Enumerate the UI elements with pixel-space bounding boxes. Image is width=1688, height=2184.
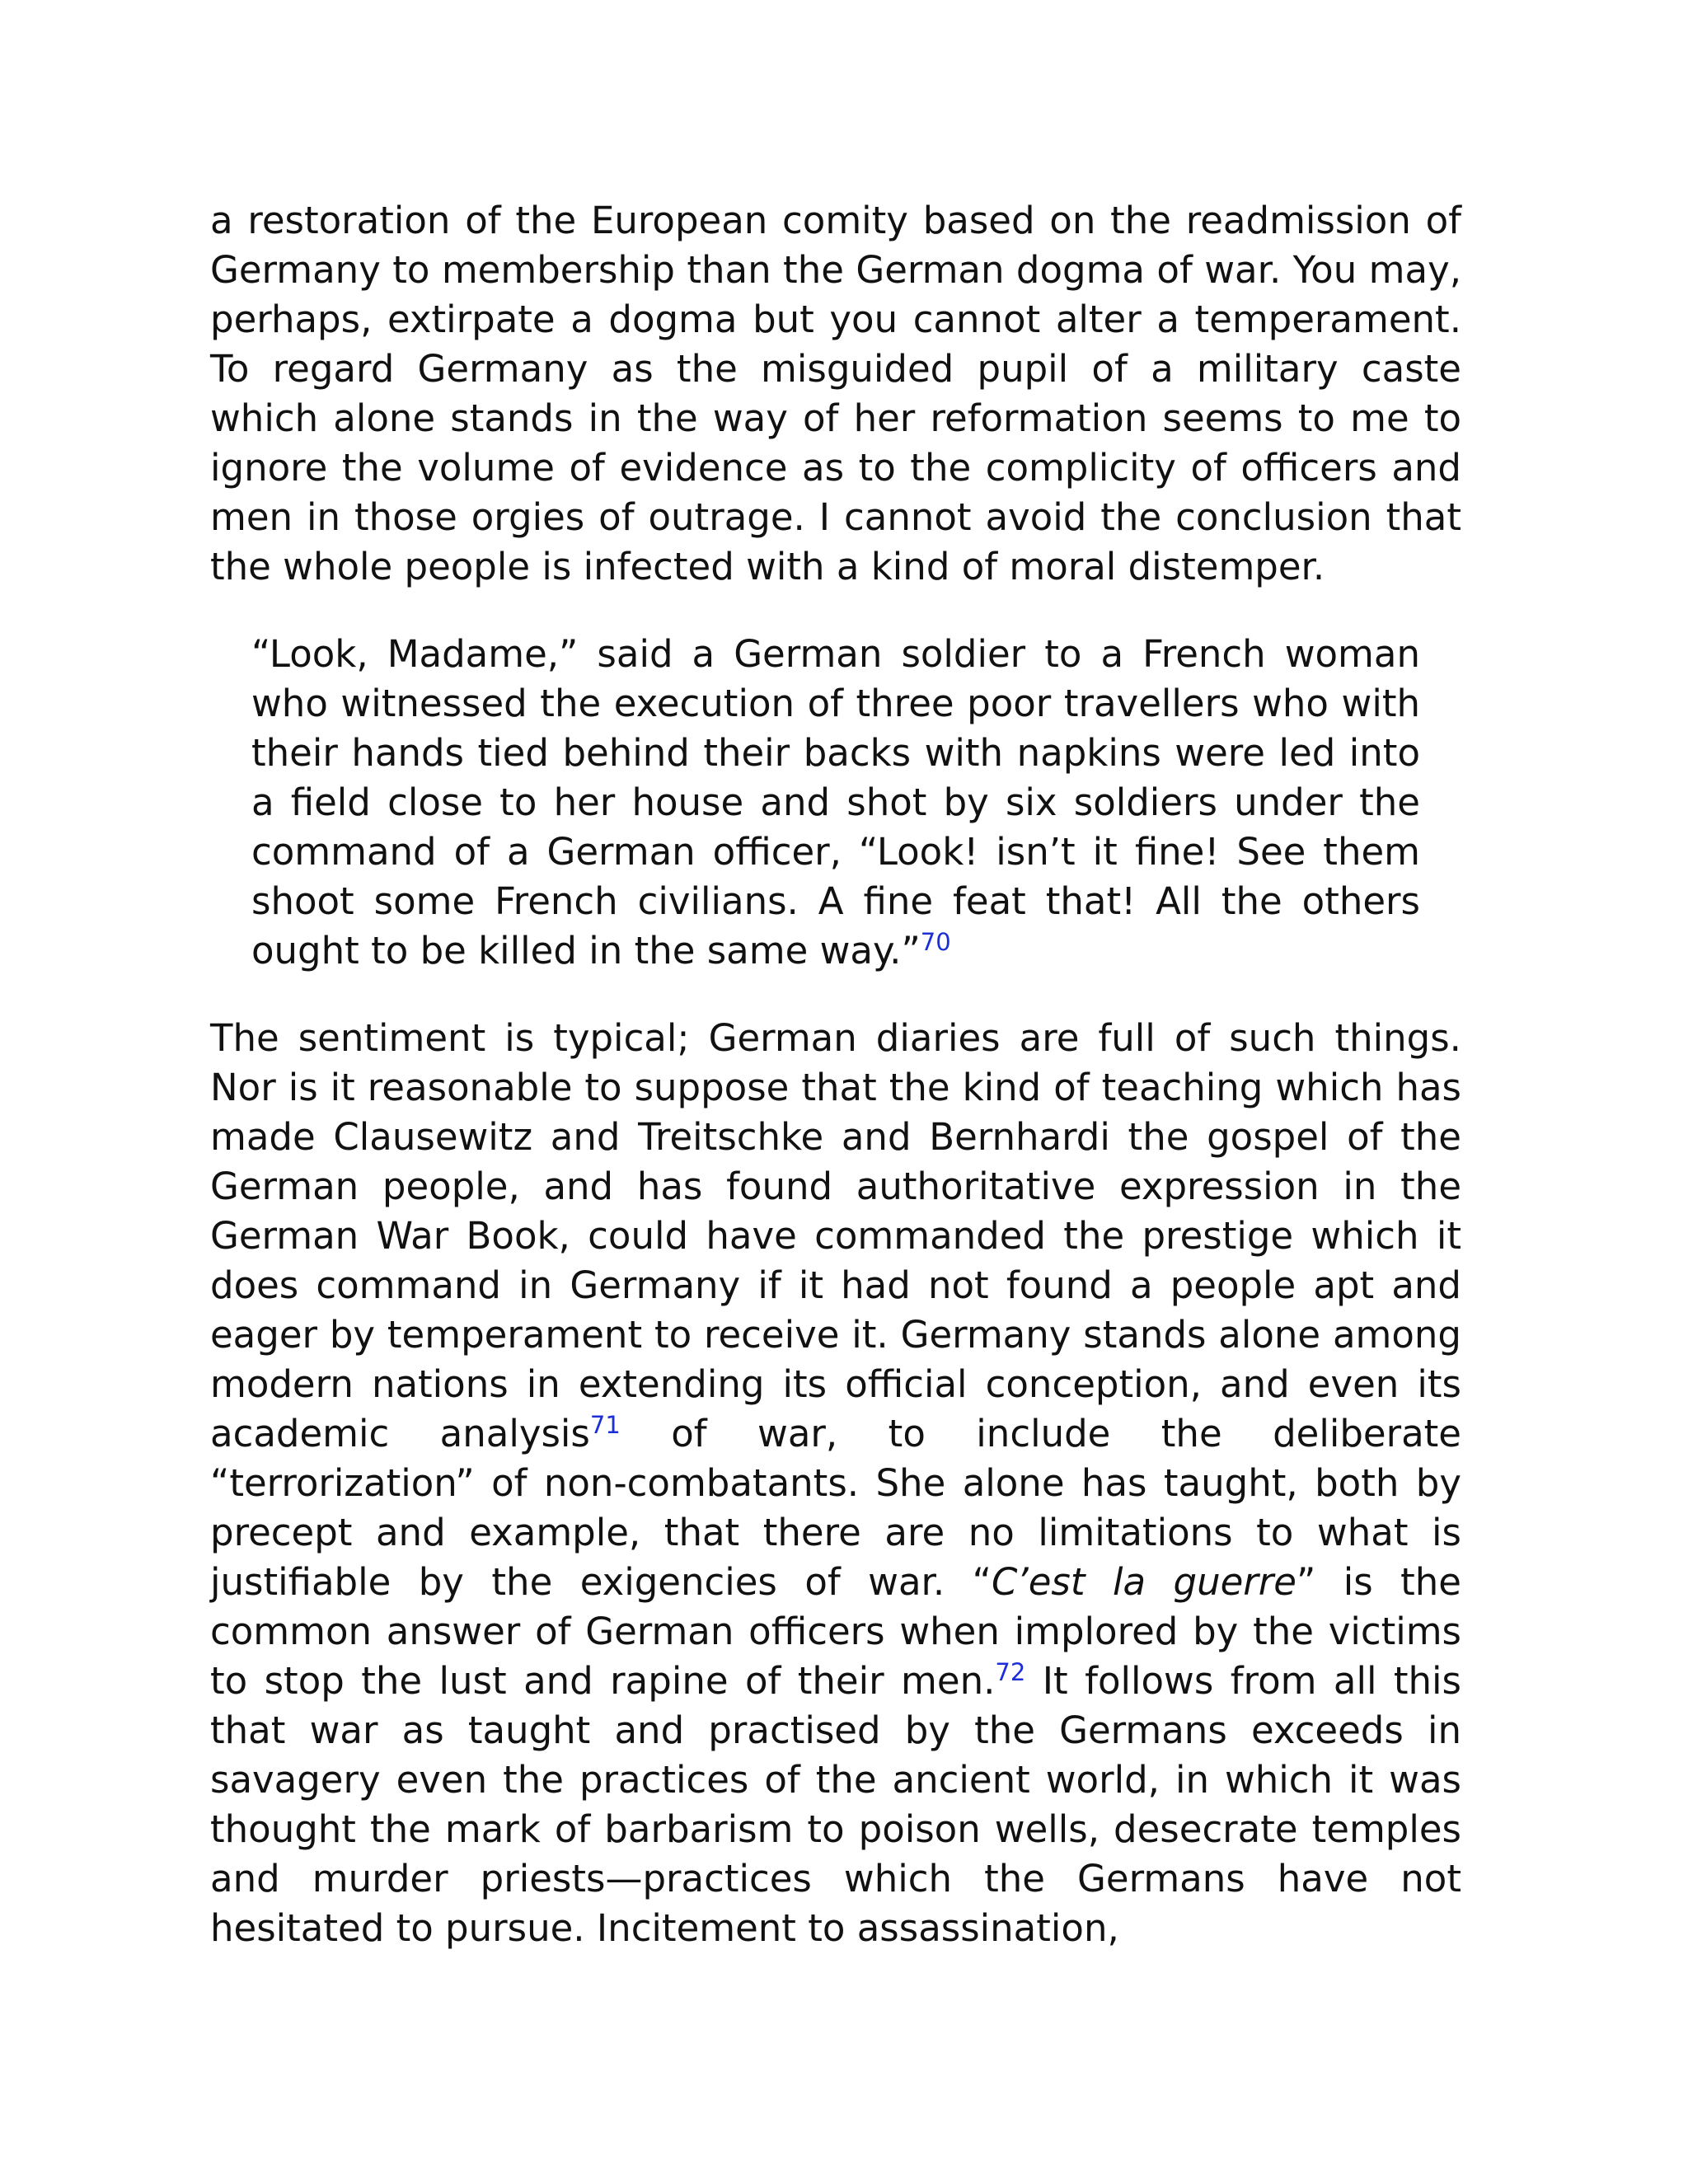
paragraph-2	[210, 1014, 1461, 1953]
document-page	[210, 196, 1461, 1953]
paragraph-2-text-part-2: of war, to include the deliberate “terrorization” of non-combatants. She alone has taught, both by precept and example, that there are no limitations to what is justifiable by the exigencies of war. “	[210, 1412, 1461, 1604]
paragraph-2-text-part-1: The sentiment is typical; German diaries are full of such things. Nor is it reasonable to suppose that the kind of teaching which has made Clausewitz and Treitschke and Bernhardi the gospel of the German people, and has found authoritative expression in the German War Book, could have commanded the prestige which it does command in Germany if it had not found a people apt and eager by temperament to receive it. Germany stands alone among modern nations in extending its official conception, and even its academic analysis	[210, 1016, 1461, 1455]
paragraph-1-text: a restoration of the European comity based on the readmission of Germany to membership than the German dogma of war. You may, perhaps, extirpate a dogma but you cannot alter a temperament. To regard Germany as the misguided pupil of a military caste which alone stands in the way of her reformation seems to me to ignore the volume of evidence as to the complicity of officers and men in those orgies of outrage. I cannot avoid the conclusion that the whole people is infected with a kind of moral distemper.	[210, 199, 1461, 588]
paragraph-2-text-part-3: ” is the common answer of German officers when implored by the victims to stop the lust and rapine of their men.	[210, 1560, 1461, 1703]
block-quote-text: “Look, Madame,” said a German soldier to a French woman who witnessed the execution of three poor travellers who with their hands tied behind their backs with napkins were led into a field close to her house and shot by six soldiers under the command of a German officer, “Look! isn’t it fine! See them shoot some French civilians. A fine feat that! All the others ought to be killed in the same way.”	[251, 632, 1420, 972]
paragraph-2-text-part-4: It follows from all this that war as taught and practised by the Germans exceeds in savagery even the practices of the ancient world, in which it was thought the mark of barbarism to poison wells, desecrate temples and murder priests—practices which the Germans have not hesitated to pursue. Incitement to assassination,	[210, 1659, 1462, 1950]
italic-phrase: C’est la guerre	[992, 1560, 1296, 1604]
paragraph-1	[210, 196, 1461, 592]
block-quote	[251, 630, 1420, 976]
footnote-link-72[interactable]: 72	[995, 1658, 1026, 1686]
footnote-link-71[interactable]: 71	[589, 1411, 621, 1439]
footnote-link-70[interactable]: 70	[920, 928, 951, 956]
